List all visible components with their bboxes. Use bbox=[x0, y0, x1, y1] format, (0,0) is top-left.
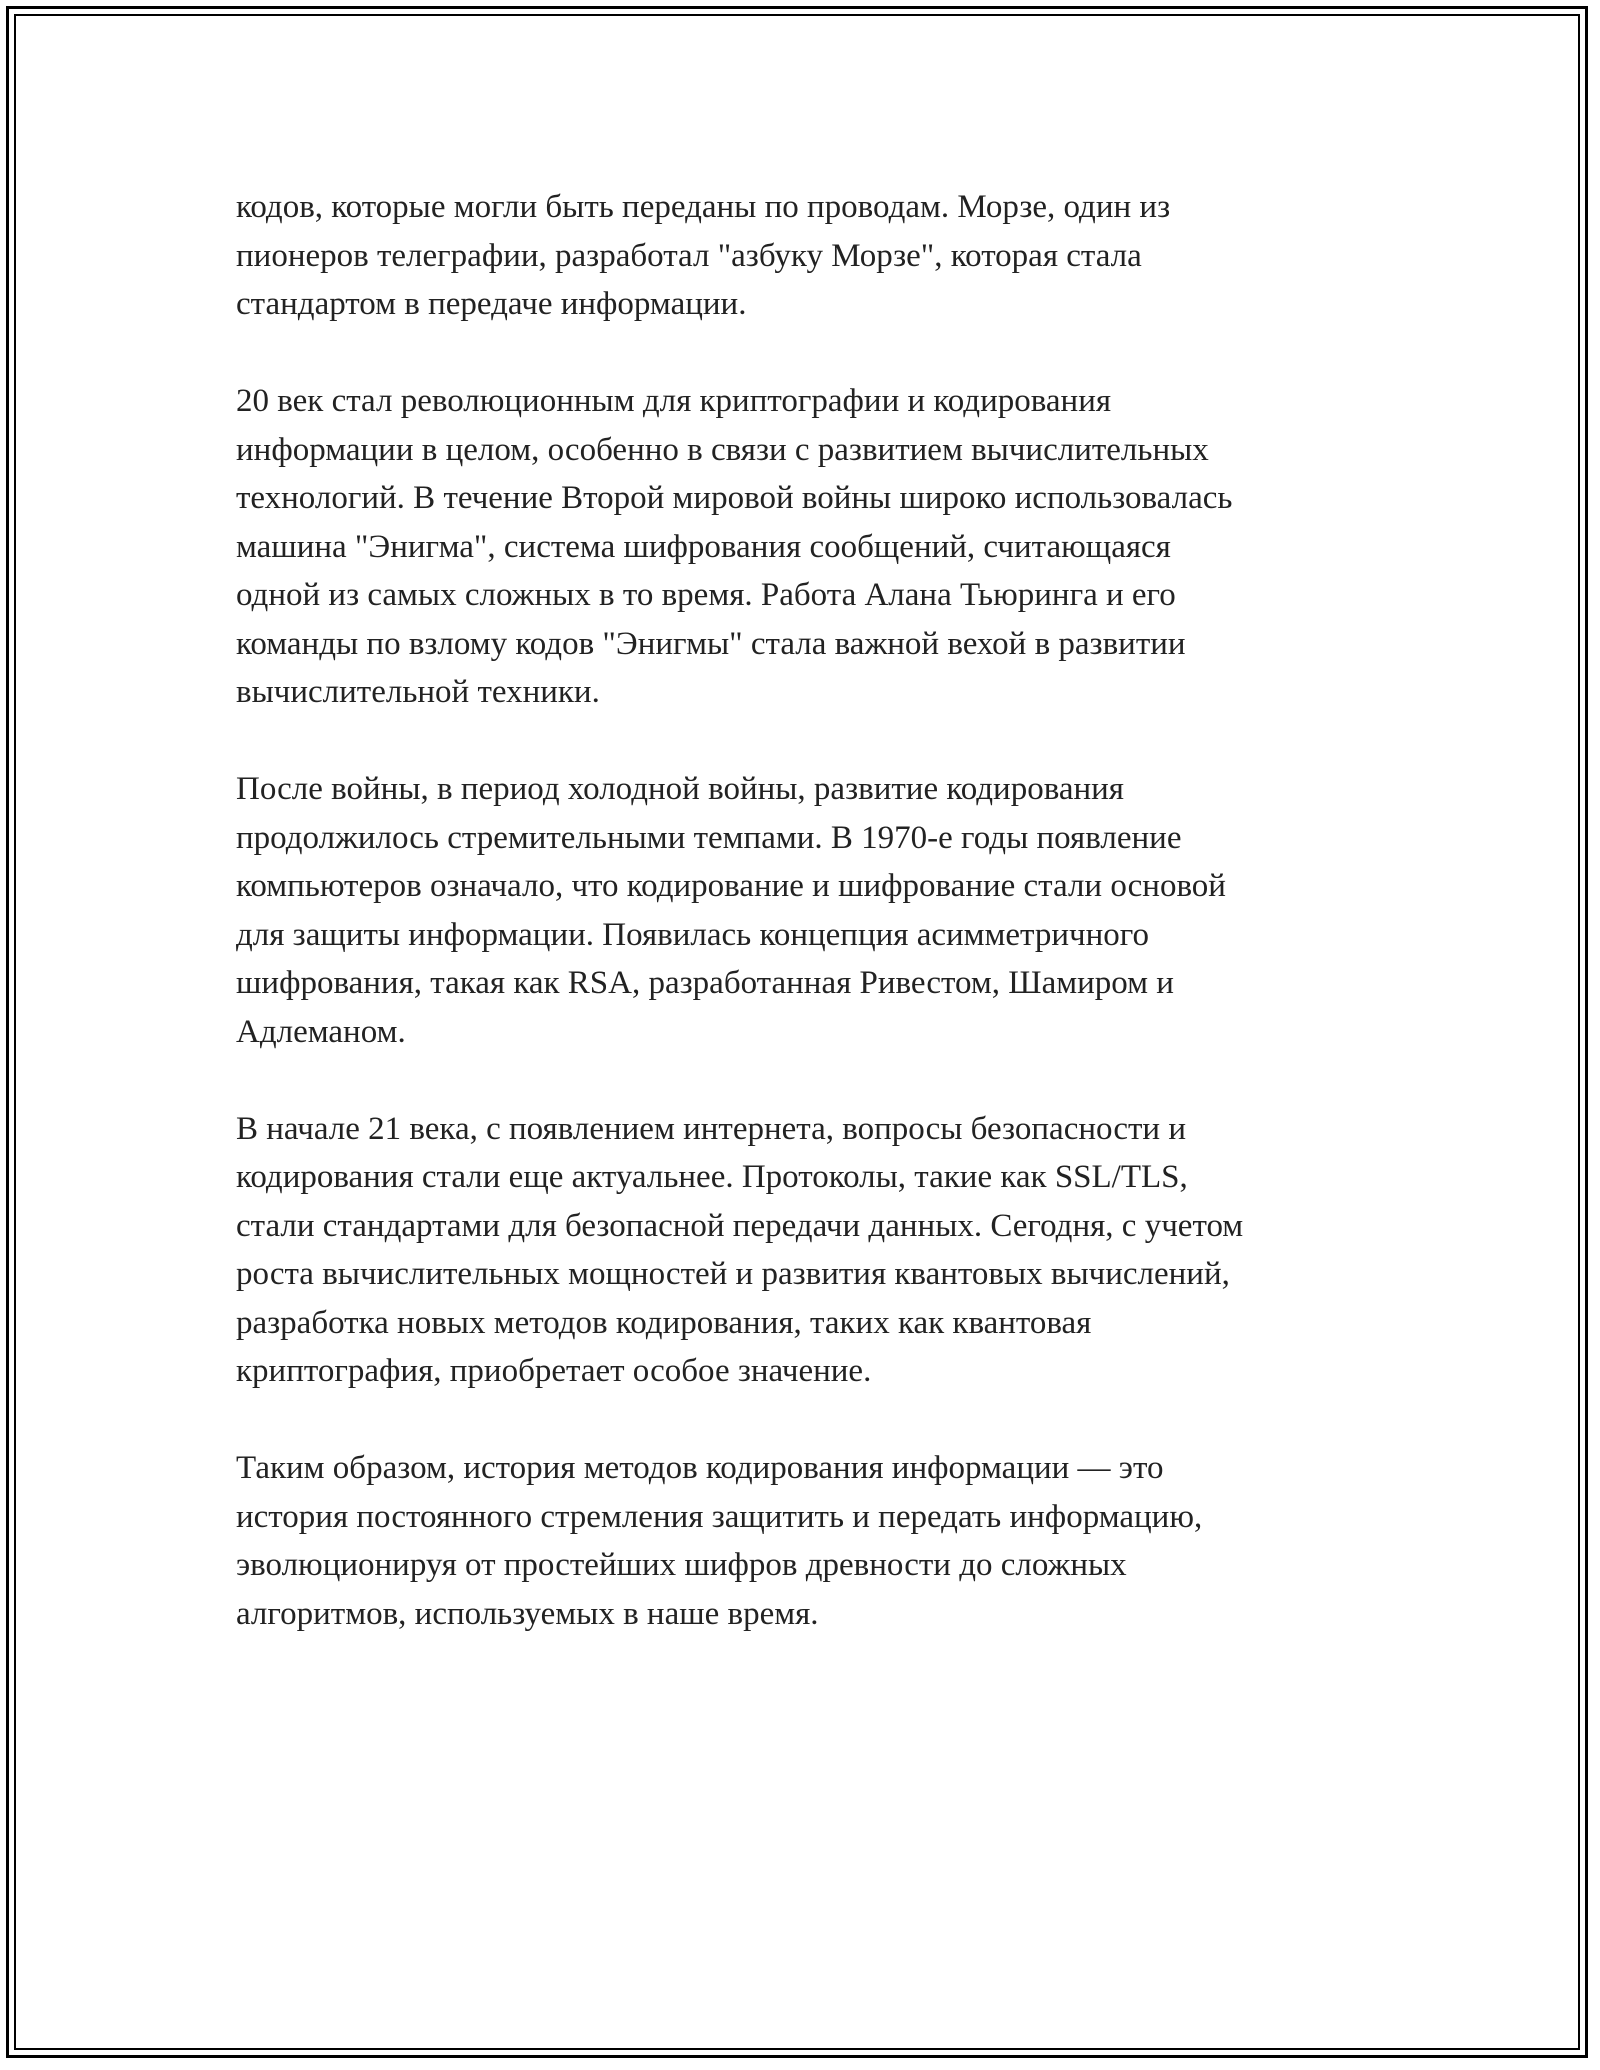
text-line: разработка новых методов кодирования, таких как квантовая bbox=[236, 1304, 1092, 1341]
paragraph-4 bbox=[236, 1105, 1376, 1396]
text-line: криптография, приобретает особое значение. bbox=[236, 1353, 872, 1389]
text-line: В начале 21 века, с появлением интернета, вопросы безопасности и bbox=[236, 1110, 1186, 1147]
text-line: команды по взлому кодов "Энигмы" стала важной вехой в развитии bbox=[236, 625, 1186, 662]
text-line: роста вычислительных мощностей и развития квантовых вычислений, bbox=[236, 1256, 1230, 1292]
text-line: алгоритмов, используемых в наше время. bbox=[236, 1595, 819, 1632]
document-body bbox=[236, 183, 1376, 1687]
text-line: технологий. В течение Второй мировой войны широко использовалась bbox=[236, 480, 1233, 516]
text-line: одной из самых сложных в то время. Работа Алана Тьюринга и его bbox=[236, 577, 1176, 613]
text-line: кодов, которые могли быть переданы по проводам. Морзе, один из bbox=[236, 189, 1171, 225]
text-line: для защиты информации. Появилась концепция асимметричного bbox=[236, 916, 1150, 953]
text-line: шифрования, такая как RSA, разработанная Ривестом, Шамиром и bbox=[236, 965, 1174, 1001]
text-line: Таким образом, история методов кодирования информации — это bbox=[236, 1450, 1164, 1486]
paragraph-5 bbox=[236, 1444, 1376, 1638]
text-line: вычислительной техники. bbox=[236, 674, 600, 710]
paragraph-3 bbox=[236, 765, 1376, 1056]
text-line: компьютеров означало, что кодирование и шифрование стали основой bbox=[236, 868, 1226, 904]
text-line: стали стандартами для безопасной передачи данных. Сегодня, с учетом bbox=[236, 1207, 1244, 1244]
text-line: пионеров телеграфии, разработал "азбуку Морзе", которая стала bbox=[236, 237, 1142, 274]
paragraph-1 bbox=[236, 183, 1376, 329]
text-line: продолжилось стремительными темпами. В 1970-е годы появление bbox=[236, 819, 1182, 856]
text-line: машина "Энигма", система шифрования сообщений, считающаяся bbox=[236, 528, 1171, 565]
text-line: После войны, в период холодной войны, развитие кодирования bbox=[236, 771, 1124, 807]
text-line: кодирования стали еще актуальнее. Протоколы, такие как SSL/TLS, bbox=[236, 1159, 1188, 1195]
paragraph-2 bbox=[236, 377, 1376, 717]
text-line: 20 век стал революционным для криптографии и кодирования bbox=[236, 383, 1112, 419]
text-line: стандартом в передаче информации. bbox=[236, 286, 747, 322]
text-line: эволюционируя от простейших шифров древности до сложных bbox=[236, 1547, 1127, 1583]
text-line: информации в целом, особенно в связи с развитием вычислительных bbox=[236, 431, 1209, 468]
text-line: Адлеманом. bbox=[236, 1013, 406, 1050]
text-line: история постоянного стремления защитить и передать информацию, bbox=[236, 1498, 1203, 1535]
